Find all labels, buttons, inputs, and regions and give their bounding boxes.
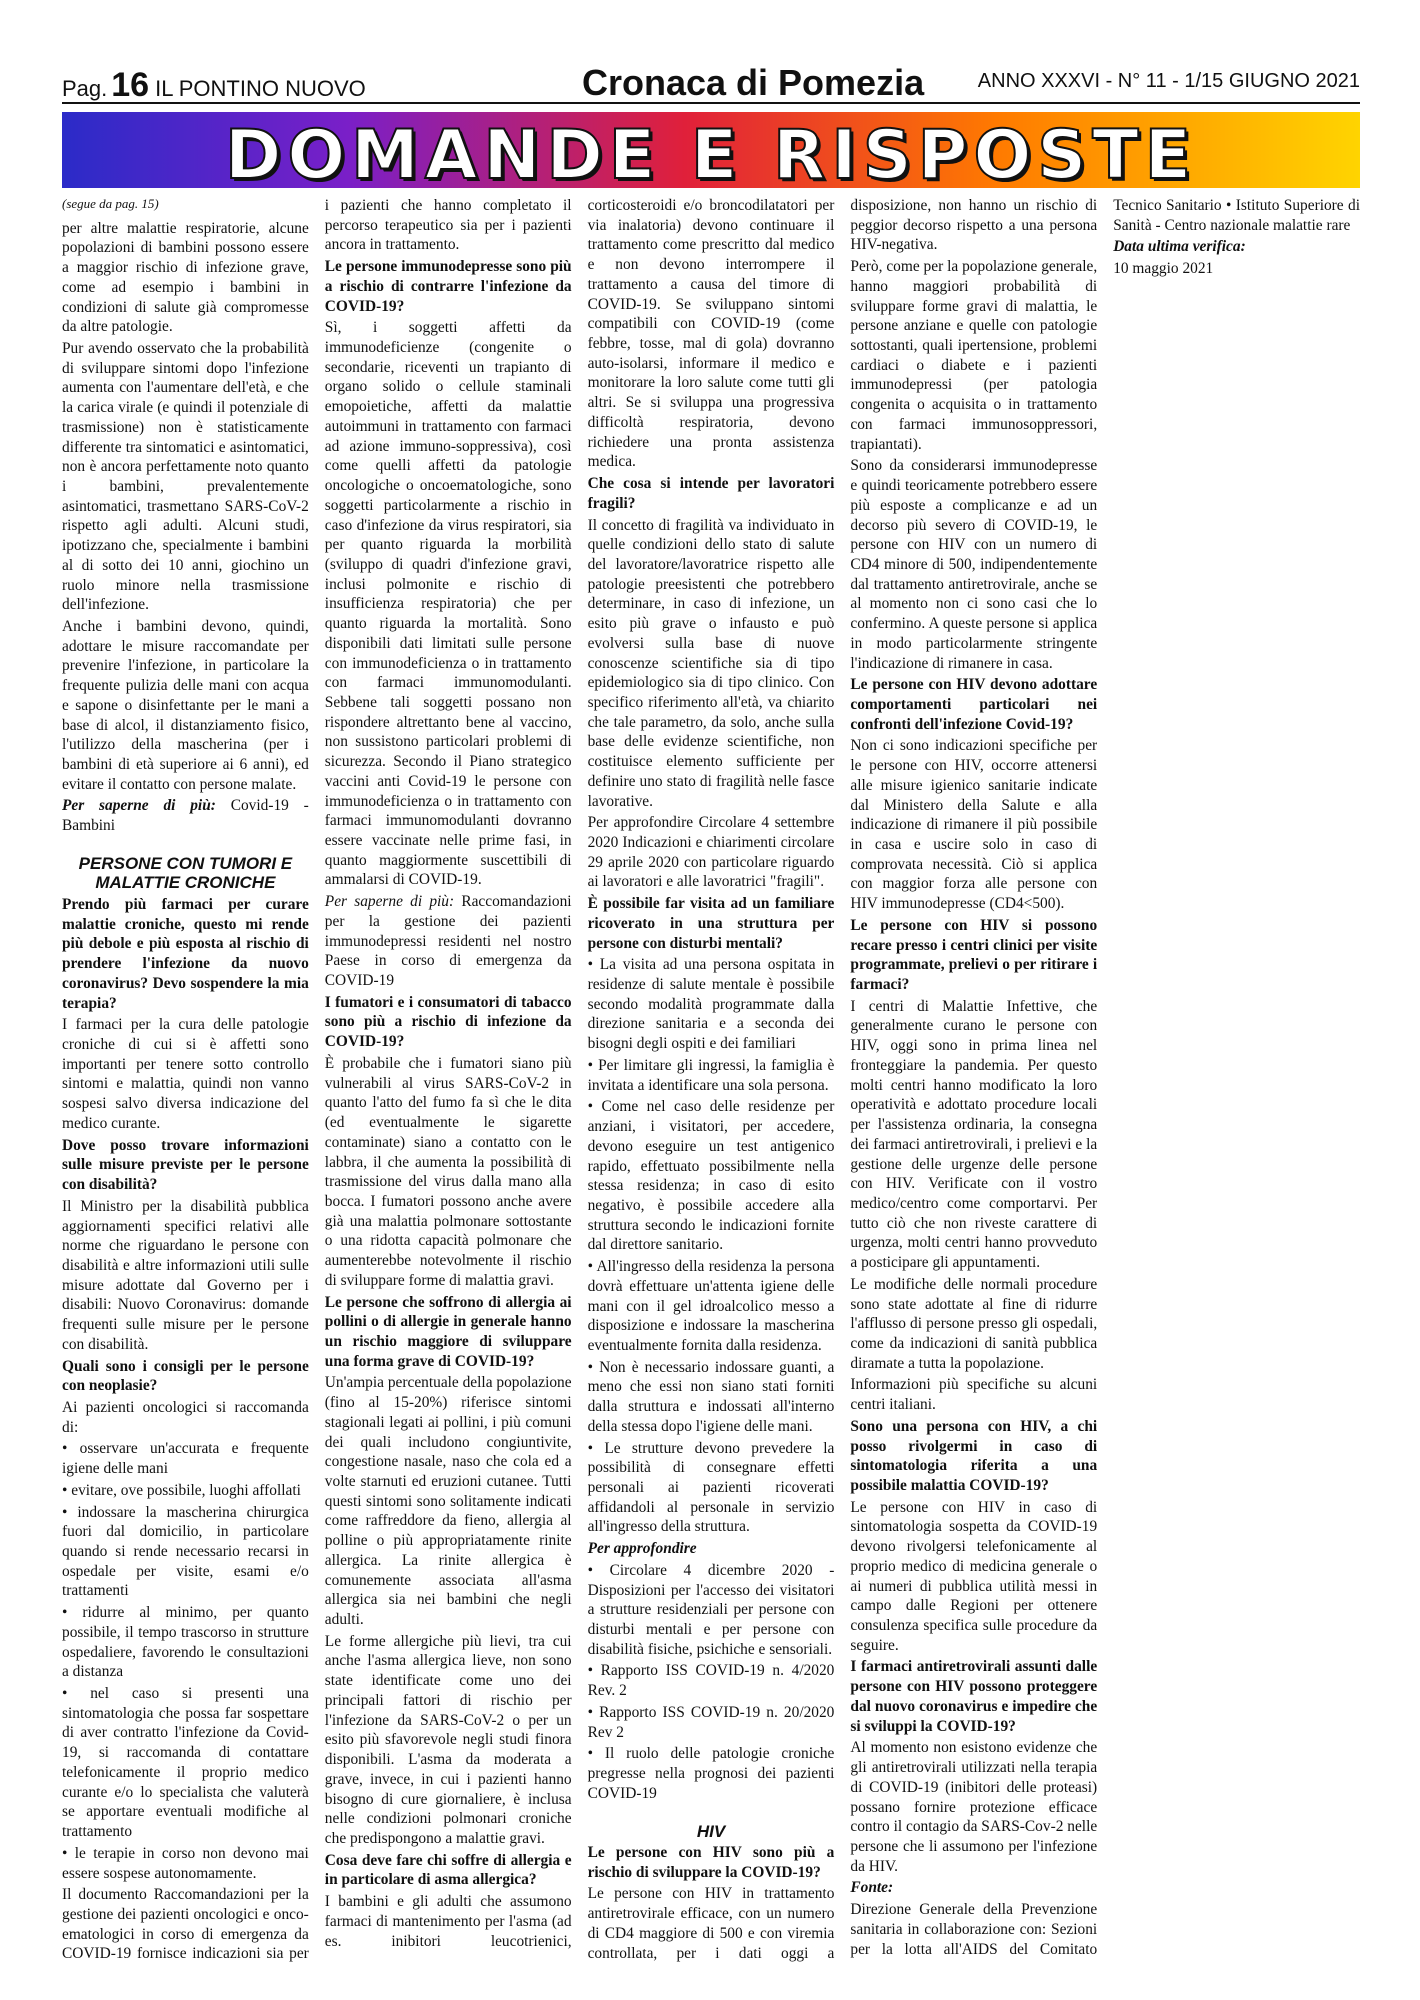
section-title: Cronaca di Pomezia (582, 62, 925, 103)
last-verified-date: 10 maggio 2021 (1113, 260, 1214, 278)
section-heading-hiv: HIV (696, 1821, 726, 1841)
read-more-text: Raccomandazioni per la gestione dei pazienti immunodepressi residenti nel nostro Paese in corso di emergenza da COVID-19 (324, 893, 572, 990)
read-more-text: Covid-19 - Bambini (62, 797, 309, 835)
answer: Sono da considerarsi immunodepresse e quindi teoricamente potrebbero essere più esposte a complicanze e ad un decorso più severo di COVID-19, le persone con HIV con un numero di CD4 minore di 500, indipendentemente dal trattamento antiretrovirale, anche se al momento non ci sono casi che lo confermino. A queste persone si applica in modo particolarmente stringente l'indicazione di rimanere in casa. (850, 457, 1098, 672)
page-prefix: Pag. (62, 76, 108, 101)
bullet-item: • All'ingresso della residenza la persona dovrà effettuare un'attenta igiene delle mani con il gel idroalcolico messo a disposizione e indossare la mascherina eventualmente fornita dalla residenza. (588, 1257, 835, 1356)
last-verified-label: Data ultima verifica: (1113, 238, 1246, 256)
question: Cosa deve fare chi soffre di allergia e in particolare di asma allergica? (324, 1851, 572, 1889)
answer: Il concetto di fragilità va individuato in quelle condizioni dello stato di salute del lavoratore/lavoratrice rispetto alle patologie preesistenti che potrebbero determinare, in caso di infezione, un esito più grave o infausto e può evolversi sulla base di nuove conoscenze scientifiche sia di tipo epidemiologico sia di tipo clinico. Con specifico riferimento all'età, va chiarito che tale parametro, da solo, anche sulla base delle evidenze scientifiche, non costituisce elemento sufficiente per definire uno stato di fragilità nelle fasce lavorative. (587, 516, 835, 810)
answer: Un'ampia percentuale della popolazione (fino al 15-20%) riferisce sintomi stagionali legati ai pollini, i più comuni dei quali includono congiuntivite, congestione nasale, naso che cola ed a volte starnuti ed eruzioni cutanee. Tutti questi sintomi sono solitamente indicati come raffreddore da fieno, allergia al polline o più appropriatamente rinite allergica. La rinite allergica è comunemente associata all'asma allergica sia nei bambini che negli adulti. (324, 1374, 572, 1629)
question: Le persone immunodepresse sono più a rischio di contrarre l'infezione da COVID-19? (324, 258, 572, 315)
question: Sono una persona con HIV, a chi posso rivolgermi in caso di sintomatologia riferita a una possibile malattia COVID-19? (850, 1417, 1098, 1494)
answer: È probabile che i fumatori siano più vulnerabili al virus SARS-CoV-2 in quanto l'atto del fumo fa sì che le dita (ed eventualmente le sigarette contaminate) siano a contatto con le labbra, il che aumenta la possibilità di trasmissione del virus dalla mano alla bocca. I fumatori possono anche avere già una malattia polmonare sottostante o una ridotta capacità polmonare che aumenterebbe notevolmente il rischio di sviluppare forme di malattia gravi. (324, 1054, 572, 1289)
answer: Non ci sono indicazioni specifiche per le persone con HIV, occorre attenersi alle misure igienico sanitarie indicate dal Ministero della Salute e alla indicazione di rimanere il più possibile in casa e uscire solo in caso di comprovata necessità. Ciò si applica con maggior forza alle persone con HIV immunodepresse (CD4<500). (850, 737, 1098, 913)
bullet-item: • ridurre al minimo, per quanto possibile, il tempo trascorso in strutture ospedaliere, favorendo le consultazioni a distanza (62, 1603, 309, 1682)
source-text: Direzione Generale della Prevenzione sanitaria in collaborazione con: Sezioni per la lotta all'AIDS del Comitato Tecnico Sanitario • Istituto Superiore di Sanità - Centro nazionale malattie rare (850, 197, 1360, 1958)
reference-item: • Rapporto ISS COVID-19 n. 20/2020 Rev 2 (588, 1703, 835, 1742)
page-number: 16 (111, 66, 150, 104)
approfondire-label: Per approfondire (587, 1540, 697, 1558)
answer: Sì, i soggetti affetti da immunodeficienze (congenite o secondarie, riceventi un trapianto di organo solido o cellule staminali emopoietiche, affetti da malattie autoimmuni in trattamento con farmaci ad azione immuno-soppressiva), così come quelli affetti da patologie oncologiche o oncoematologiche, sono soggetti particolarmente a rischio in caso d'infezione da virus respiratori, sia per quanto riguarda la morbilità (sviluppo di quadri d'infezione gravi, inclusi polmonite e rischio di insufficienza respiratoria) che per quanto riguarda la mortalità. Sono disponibili dati limitati sulle persone con immunodeficienza o in trattamento con farmaci immunomodulanti. Sebbene tali soggetti possano non rispondere altrettanto bene al vaccino, non sussistono particolari problemi di sicurezza. Secondo il Piano strategico vaccini anti Covid-19 le persone con immunodeficienza o in trattamento con farmaci immunomodulanti dovranno essere vaccinate nelle prime fasi, in quanto maggiormente suscettibili di ammalarsi di COVID-19. (324, 319, 572, 889)
answer: Informazioni più specifiche su alcuni centri italiani. (850, 1376, 1098, 1414)
question: Le persone che soffrono di allergia ai pollini o di allergie in generale hanno un rischio maggiore di sviluppare una forma grave di COVID-19? (324, 1293, 572, 1370)
page-info (62, 66, 366, 105)
bullet-item: • evitare, ove possibile, luoghi affollati (62, 1481, 309, 1501)
question: Prendo più farmaci per curare malattie croniche, questo mi rende più debole e più esposta al rischio di prendere l'infezione da nuovo coronavirus? Devo sospendere la mia terapia? (62, 896, 309, 1012)
read-more (62, 796, 309, 835)
read-more (325, 892, 572, 991)
bullet-item: • nel caso si presenti una sintomatologia che possa far sospettare di aver contratto l'infezione da Covid-19, si raccomanda di contattare telefonicamente il proprio medico curante e/o lo specialista che valuterà se apportare eventuali modifiche al trattamento (62, 1684, 309, 1842)
bullet-item: • Per limitare gli ingressi, la famiglia è invitata a identificare una sola persona. (588, 1056, 835, 1095)
answer: Le modifiche delle normali procedure sono state adottate al fine di ridurre l'afflusso di persone presso gli ospedali, come da indicazioni di sanità pubblica diramate a tutta la popolazione. (850, 1275, 1098, 1372)
read-more-label: Per saperne di più: (62, 797, 216, 815)
article-body (62, 196, 1360, 1966)
source-label: Fonte: (850, 1879, 894, 1897)
question: Che cosa si intende per lavoratori fragili? (587, 475, 835, 512)
reference-item: • Rapporto ISS COVID-19 n. 4/2020 Rev. 2 (588, 1661, 835, 1700)
banner-title: DOMANDE E RISPOSTE (224, 116, 1198, 195)
answer: I bambini e gli adulti che assumono farmaci di mantenimento per l'asma (ad es. inibitori leucotrienici, corticosteroidi e/o broncodilatatori per via inalatoria) devono continuare il trattamento come prescritto dal medico e non devono interrompere il trattamento a causa del timore di COVID-19. Se sviluppano sintomi compatibili con COVID-19 (come febbre, tosse, mal di gola) dovranno auto-isolarsi, informare il medico e monitorare la loro salute come tutti gli altri. Se si sviluppa una progressiva difficoltà respiratoria, devono richiedere una pronta assistenza medica. (324, 197, 835, 1950)
question: Le persone con HIV si possono recare presso i centri clinici per visite programmate, prelievi o per ritirare i farmaci? (850, 916, 1098, 994)
answer: Le persone con HIV in caso di sintomatologia sospetta da COVID-19 devono rivolgersi telefonicamente al proprio medico di medicina generale o ai numeri di pubblica utilità messi in campo dalle Regioni per ottenere consulenza specifica sulle procedure da seguire. (850, 1498, 1098, 1654)
answer: Ai pazienti oncologici si raccomanda di: (62, 1398, 309, 1436)
question: Quali sono i consigli per le persone con neoplasie? (62, 1357, 309, 1395)
bullet-item: • Le strutture devono prevedere la possibilità di consegnare effetti personali ai pazienti ricoverati affidandoli al personale in servizio all'ingresso della struttura. (588, 1439, 835, 1538)
question: I farmaci antiretrovirali assunti dalle persone con HIV possono proteggere dal nuovo coronavirus e impedire che si sviluppi la COVID-19? (850, 1658, 1098, 1735)
read-more-label: Per saperne di più: (324, 893, 455, 911)
reference-item: • Circolare 4 dicembre 2020 - Disposizioni per l'accesso dei visitatori a strutture residenziali per persone con disturbi mentali e per persone con disabilità fisiche, psichiche e sensoriali. (588, 1561, 835, 1660)
continued-note: (segue da pag. 15) (62, 196, 159, 211)
answer: Per approfondire Circolare 4 settembre 2020 Indicazioni e chiarimenti circolare 29 aprile 2020 con particolare riguardo ai lavoratori e alle lavoratrici "fragili". (587, 814, 835, 891)
paragraph: Anche i bambini devono, quindi, adottare le misure raccomandate per prevenire l'infezione, in particolare la frequente pulizia delle mani con acqua e sapone o disinfettante per le mani a base di alcol, il distanziamento fisico, l'utilizzo della mascherina (per i bambini di età superiore ai 6 anni), ed evitare il contatto con persone malate. (62, 618, 309, 793)
answer: Il Ministro per la disabilità pubblica aggiornamenti specifici relativi alle norme che riguardano le persone con disabilità e altre informazioni utili sulle misure adottate dal Governo per i disabili: Nuovo Coronavirus: domande frequenti sulle misure per le persone con disabilità. (62, 1197, 309, 1353)
paragraph: per altre malattie respiratorie, alcune popolazioni di bambini possono essere a maggior rischio di infezione grave, come ad esempio i bambini in condizioni di salute già compromesse da altre patologie. (62, 219, 309, 336)
answer: Le persone con HIV in trattamento antiretrovirale efficace, con un numero di CD4 maggiore di 500 e con viremia controllata, per i dati oggi a disposizione, non hanno un rischio di peggior decorso rispetto a una persona HIV-negativa. (587, 197, 1098, 1962)
question: I fumatori e i consumatori di tabacco sono più a rischio di infezione da COVID-19? (324, 993, 572, 1051)
page-header (62, 62, 1360, 104)
section-heading-tumori: PERSONE CON TUMORI E MALATTIE CRONICHE (78, 853, 293, 893)
answer: I farmaci per la cura delle patologie croniche di cui si è affetti sono importanti per tenere sotto controllo sintomi e malattia, quindi non vanno sospesi salvo diversa indicazione del medico curante. (62, 1016, 309, 1132)
question: Dove posso trovare informazioni sulle misure previste per le persone con disabilità? (62, 1136, 309, 1194)
question: Le persone con HIV sono più a rischio di sviluppare la COVID-19? (587, 1844, 835, 1881)
answer: Però, come per la popolazione generale, hanno maggiori probabilità di sviluppare forme gravi di malattia, le persone anziane e quelle con patologie sottostanti, quali ipertensione, problemi cardiaci o diabete e i pazienti immunodepressi (per patologia congenita o acquisita o in trattamento con farmaci immunosoppressori, trapiantati). (850, 258, 1098, 453)
question: Le persone con HIV devono adottare comportamenti particolari nei confronti dell'infezione Covid-19? (850, 676, 1098, 733)
bullet-item: • indossare la mascherina chirurgica fuori dal domicilio, in particolare quando si rende necessario recarsi in ospedale per visite, esami e/o trattamenti (62, 1503, 309, 1602)
question: È possibile far visita ad un familiare ricoverato in una struttura per persone con disturbi mentali? (587, 895, 835, 952)
bullet-item: • La visita ad una persona ospitata in residenze di salute mentale è possibile secondo modalità programmate dalla direzione sanitaria e a seconda dei bisogni degli ospiti e dei familiari (588, 955, 835, 1054)
answer: I centri di Malattie Infettive, che generalmente curano le persone con HIV, oggi sono in prima linea nel fronteggiare la pandemia. Per questo molti centri hanno modificato la loro operatività e adottato procedure locali per l'assistenza ordinaria, la consegna dei farmaci antiretrovirali, i prelievi e la gestione delle urgenze delle persone con HIV. Verificate con il vostro medico/centro come comportarvi. Per tutto ciò che non riveste carattere di urgenza, molti centri hanno provveduto a posticipare gli appuntamenti. (850, 997, 1098, 1272)
answer: Le forme allergiche più lievi, tra cui anche l'asma allergica lieve, non sono state identificate come uno dei principali fattori di rischio per l'infezione da SARS-CoV-2 o per un esito più sfavorevole negli studi finora disponibili. L'asma da moderata a grave, invece, in cui i pazienti hanno bisogno di cure giornaliere, è inclusa nelle condizioni polmonari croniche che predispongono a malattie gravi. (324, 1632, 572, 1847)
publication-name: IL PONTINO NUOVO (155, 76, 366, 101)
bullet-item: • Non è necessario indossare guanti, a meno che essi non siano stati forniti dalla struttura e indossati all'interno della stessa dopo l'igiene delle mani. (588, 1358, 835, 1437)
answer: Il documento Raccomandazioni per la gestione dei pazienti oncologici e onco-ematologici in corso di emergenza da COVID-19 fornisce indicazioni sia per i pazienti che hanno completato il percorso terapeutico sia per i pazienti ancora in trattamento. (62, 197, 572, 1963)
bullet-item: • Come nel caso delle residenze per anziani, i visitatori, per accedere, devono eseguire un test antigenico rapido, effettuato possibilmente nella stessa residenza; in caso di esito negativo, è possibile accedere alla struttura secondo le indicazioni fornite dal direttore sanitario. (588, 1097, 835, 1255)
answer: Al momento non esistono evidenze che gli antiretrovirali utilizzati nella terapia di COVID-19 (inibitori delle proteasi) possano fornire protezione efficace contro il contagio da SARS-Cov-2 nelle persone che li assumono per l'infezione da HIV. (850, 1739, 1098, 1875)
reference-item: • Il ruolo delle patologie croniche pregresse nella prognosi dei pazienti COVID-19 (588, 1744, 835, 1803)
banner (62, 112, 1360, 195)
bullet-item: • le terapie in corso non devono mai essere sospese autonomamente. (62, 1844, 309, 1883)
paragraph: Pur avendo osservato che la probabilità di sviluppare sintomi dopo l'infezione aumenta con l'aumentare dell'età, e che la carica virale (e quindi il potenziale di trasmissione) non è statisticamente differente tra sintomatici e asintomatici, non è ancora perfettamente noto quanto i bambini, prevalentemente asintomatici, trasmettano SARS-CoV-2 rispetto agli adulti. Alcuni studi, ipotizzano che, specialmente i bambini al di sotto dei 10 anni, giochino un ruolo minore nella trasmissione dell'infezione. (62, 339, 309, 614)
bullet-item: • osservare un'accurata e frequente igiene delle mani (62, 1439, 309, 1478)
issue-info: ANNO XXXVI - N° 11 - 1/15 GIUGNO 2021 (977, 70, 1360, 92)
